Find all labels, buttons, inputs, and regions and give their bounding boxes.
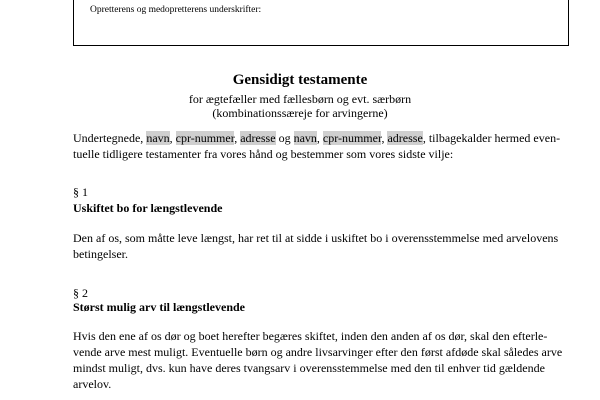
intro-text: , tilbagekalder hermed even- — [422, 131, 561, 145]
section-1-line-2: betingelser. — [73, 247, 128, 261]
section-2-line-2: vende arve mest muligt. Eventuelle børn og andre livsarvinger efter den først afdøde skal således arve — [73, 345, 563, 359]
cpr-field-1[interactable]: cpr-nummer — [175, 131, 235, 145]
address-field-2[interactable]: adresse — [387, 131, 423, 145]
section-1-body — [73, 230, 569, 262]
document-subtitle — [0, 92, 600, 120]
section-2-line-4: arvelov. — [73, 377, 112, 391]
section-2-line-1: Hvis den ene af os dør og boet herefter begæres skiftet, inden den anden af os dør, skal den efterle- — [73, 329, 548, 343]
section-2-line-3: mindst muligt, dvs. kun have deres tvangsarv i overensstemmelse med den til enhver tid gældende — [73, 361, 545, 375]
intro-line-1 — [73, 130, 569, 146]
section-2-number: § 2 — [73, 286, 88, 300]
intro-text: , — [169, 131, 176, 145]
intro-paragraph — [73, 130, 569, 162]
section-1-title: Uskiftet bo for længstlevende — [73, 201, 223, 215]
name-field-1[interactable]: navn — [146, 131, 170, 145]
intro-text: og — [275, 131, 294, 145]
cpr-field-2[interactable]: cpr-nummer — [322, 131, 382, 145]
intro-text: Undertegnede, — [73, 131, 147, 145]
intro-line-2: tuelle tidligere testamenter fra vores hånd og bestemmer som vores sidste vilje: — [73, 147, 454, 161]
signature-label: Opretterens og medopretterens underskrifter: — [90, 5, 262, 15]
document-title: Gensidigt testamente — [232, 72, 368, 88]
section-1-line-1: Den af os, som måtte leve længst, har ret til at sidde i uskiftet bo i overensstemmelse med arvelovens — [73, 231, 559, 245]
signature-box — [73, 0, 569, 46]
section-2-body — [73, 328, 569, 392]
address-field-1[interactable]: adresse — [240, 131, 276, 145]
section-2-title: Størst mulig arv til længstlevende — [73, 300, 245, 314]
subtitle-line-2: (kombinationssæreje for arvingerne) — [212, 106, 388, 120]
intro-text: , — [316, 131, 323, 145]
subtitle-line-1: for ægtefæller med fællesbørn og evt. særbørn — [188, 92, 412, 106]
intro-text: , — [234, 131, 241, 145]
name-field-2[interactable]: navn — [293, 131, 317, 145]
section-1-number: § 1 — [73, 185, 88, 199]
intro-text: , — [381, 131, 388, 145]
